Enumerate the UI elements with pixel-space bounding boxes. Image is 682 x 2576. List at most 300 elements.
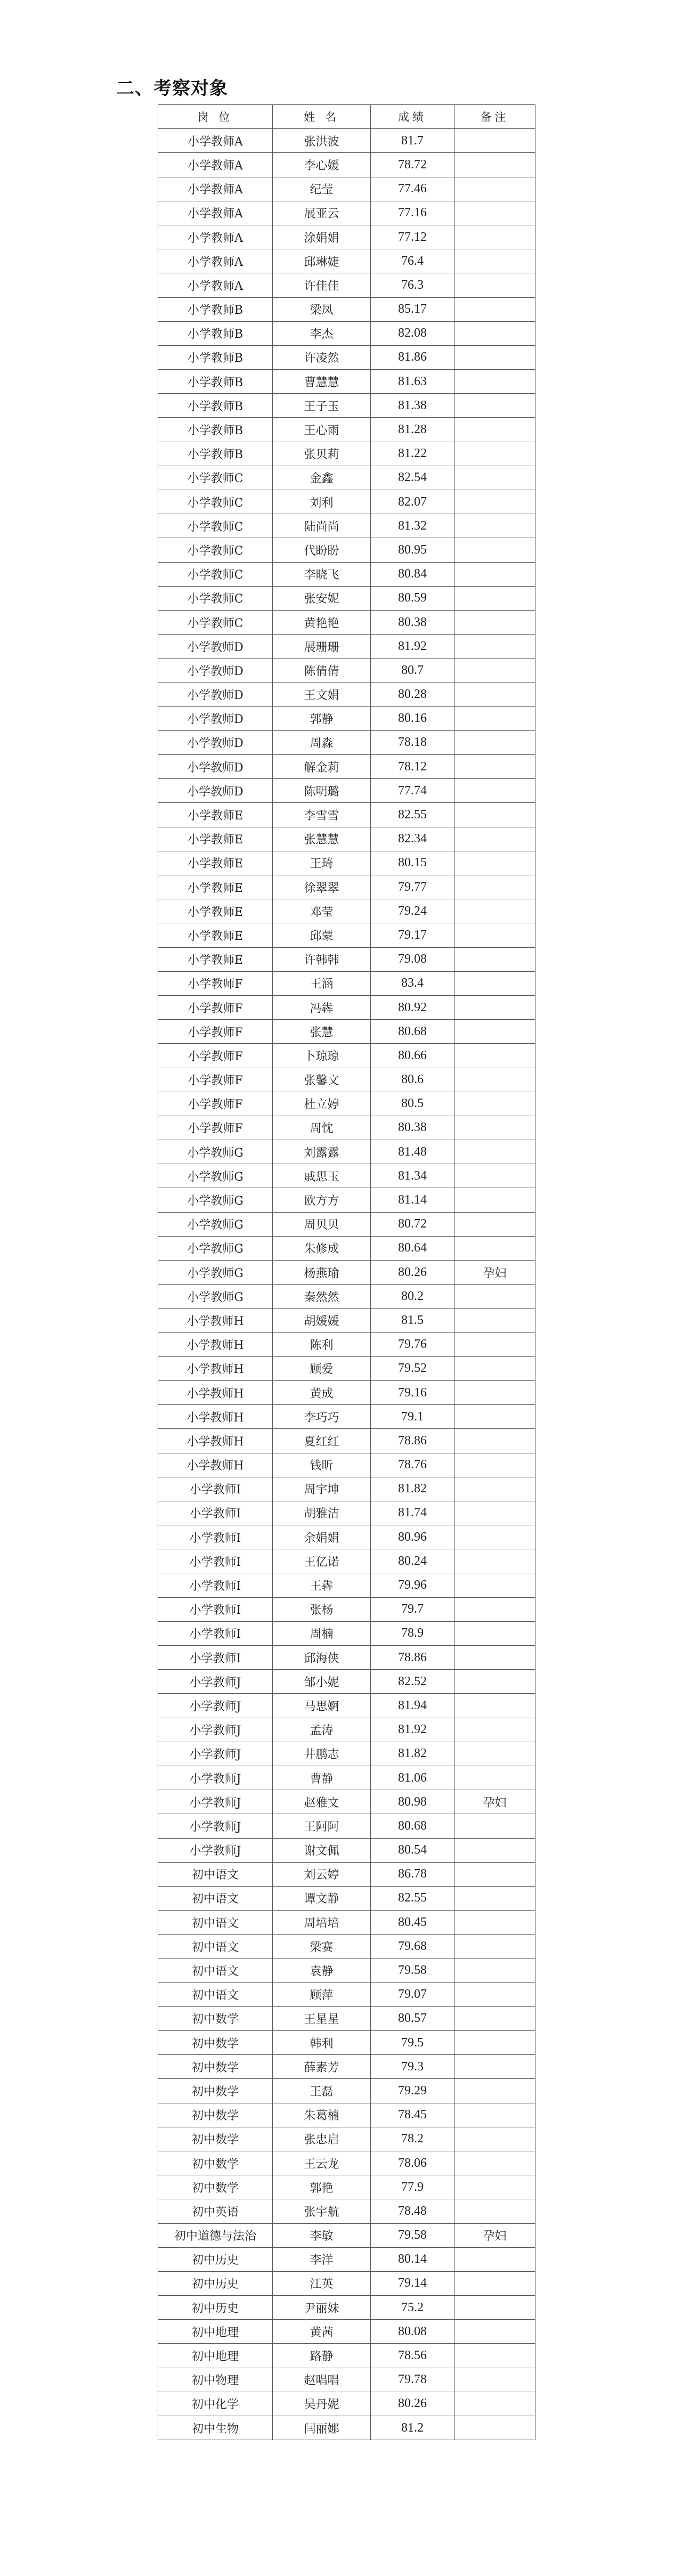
cell-name: 陈利 <box>273 1332 371 1356</box>
cell-score: 81.14 <box>371 1188 454 1212</box>
table-row <box>158 2344 535 2368</box>
table-row <box>158 442 535 466</box>
cell-remark <box>454 1742 535 1766</box>
cell-position: 小学教师H <box>158 1380 273 1404</box>
cell-remark <box>454 1766 535 1790</box>
cell-score: 81.28 <box>371 418 454 442</box>
table-row <box>158 1597 535 1621</box>
cell-name: 陈明璐 <box>273 779 371 803</box>
cell-remark <box>454 177 535 201</box>
cell-remark <box>454 755 535 779</box>
cell-name: 张贝莉 <box>273 442 371 466</box>
table-row <box>158 995 535 1019</box>
cell-score: 81.2 <box>371 2416 454 2440</box>
cell-name: 纪莹 <box>273 177 371 201</box>
cell-position: 小学教师E <box>158 923 273 947</box>
cell-score: 81.32 <box>371 514 454 538</box>
cell-name: 闫丽娜 <box>273 2416 371 2440</box>
cell-remark <box>454 706 535 730</box>
cell-score: 81.63 <box>371 370 454 394</box>
cell-score: 80.26 <box>371 2392 454 2416</box>
cell-name: 王阿阿 <box>273 1814 371 1838</box>
cell-remark <box>454 2103 535 2127</box>
cell-position: 小学教师E <box>158 875 273 899</box>
cell-position: 小学教师F <box>158 1116 273 1140</box>
header-remark: 备注 <box>454 105 535 129</box>
cell-remark <box>454 514 535 538</box>
cell-name: 赵雅文 <box>273 1790 371 1814</box>
cell-position: 初中历史 <box>158 2271 273 2295</box>
cell-name: 李洋 <box>273 2247 371 2271</box>
cell-score: 79.7 <box>371 1597 454 1621</box>
table-row <box>158 730 535 754</box>
cell-score: 78.9 <box>371 1621 454 1645</box>
cell-name: 张馨文 <box>273 1068 371 1092</box>
cell-score: 85.17 <box>371 297 454 321</box>
table-row <box>158 1044 535 1068</box>
cell-position: 小学教师D <box>158 659 273 682</box>
cell-position: 小学教师A <box>158 129 273 153</box>
table-row <box>158 490 535 514</box>
cell-remark <box>454 249 535 273</box>
cell-remark <box>454 1164 535 1188</box>
table-row <box>158 273 535 297</box>
table-row <box>158 201 535 225</box>
cell-remark <box>454 1621 535 1645</box>
cell-score: 80.84 <box>371 562 454 586</box>
cell-remark <box>454 779 535 803</box>
cell-score: 80.26 <box>371 1261 454 1285</box>
cell-position: 小学教师C <box>158 610 273 634</box>
cell-remark <box>454 1453 535 1477</box>
cell-score: 79.78 <box>371 2368 454 2392</box>
cell-position: 小学教师F <box>158 995 273 1019</box>
cell-score: 81.86 <box>371 345 454 369</box>
cell-position: 小学教师A <box>158 273 273 297</box>
cell-name: 顾萍 <box>273 1982 371 2006</box>
cell-name: 王星星 <box>273 2006 371 2030</box>
cell-name: 周淼 <box>273 730 371 754</box>
candidate-table-container <box>158 104 535 2440</box>
cell-score: 80.7 <box>371 659 454 682</box>
cell-name: 李敏 <box>273 2223 371 2247</box>
cell-name: 谢文佩 <box>273 1838 371 1862</box>
cell-score: 80.59 <box>371 586 454 610</box>
cell-name: 曹慧慧 <box>273 370 371 394</box>
cell-position: 初中数学 <box>158 2175 273 2199</box>
cell-score: 78.18 <box>371 730 454 754</box>
table-row <box>158 370 535 394</box>
table-row <box>158 1549 535 1573</box>
table-row <box>158 321 535 345</box>
cell-name: 张慧 <box>273 1020 371 1044</box>
cell-score: 81.82 <box>371 1477 454 1501</box>
cell-position: 小学教师B <box>158 394 273 418</box>
cell-remark <box>454 1285 535 1309</box>
cell-remark <box>454 1477 535 1501</box>
cell-remark <box>454 2271 535 2295</box>
cell-position: 小学教师G <box>158 1285 273 1309</box>
cell-score: 80.15 <box>371 851 454 875</box>
cell-position: 小学教师I <box>158 1597 273 1621</box>
cell-name: 王磊 <box>273 2079 371 2103</box>
cell-name: 梁赛 <box>273 1935 371 1959</box>
cell-position: 小学教师D <box>158 706 273 730</box>
table-row <box>158 2271 535 2295</box>
cell-position: 小学教师E <box>158 947 273 971</box>
cell-name: 黄茜 <box>273 2320 371 2344</box>
cell-position: 小学教师D <box>158 635 273 659</box>
cell-score: 82.34 <box>371 827 454 851</box>
cell-position: 小学教师B <box>158 345 273 369</box>
cell-remark <box>454 1501 535 1525</box>
cell-name: 展珊珊 <box>273 635 371 659</box>
cell-remark <box>454 418 535 442</box>
cell-remark <box>454 297 535 321</box>
cell-remark <box>454 1549 535 1573</box>
cell-score: 77.46 <box>371 177 454 201</box>
cell-score: 86.78 <box>371 1862 454 1886</box>
cell-name: 欧方方 <box>273 1188 371 1212</box>
cell-remark <box>454 2006 535 2030</box>
cell-score: 81.92 <box>371 635 454 659</box>
cell-name: 韩利 <box>273 2031 371 2055</box>
cell-remark <box>454 2247 535 2271</box>
cell-position: 小学教师J <box>158 1670 273 1694</box>
table-row <box>158 2416 535 2440</box>
table-row <box>158 1646 535 1670</box>
cell-name: 张安妮 <box>273 586 371 610</box>
cell-name: 孟涛 <box>273 1718 371 1742</box>
cell-remark <box>454 201 535 225</box>
cell-score: 79.58 <box>371 2223 454 2247</box>
cell-score: 77.12 <box>371 225 454 249</box>
table-row <box>158 1935 535 1959</box>
cell-position: 小学教师C <box>158 538 273 562</box>
cell-position: 小学教师G <box>158 1236 273 1260</box>
cell-position: 初中语文 <box>158 1982 273 2006</box>
cell-score: 81.06 <box>371 1766 454 1790</box>
cell-position: 小学教师F <box>158 971 273 995</box>
cell-position: 小学教师F <box>158 1020 273 1044</box>
cell-remark <box>454 153 535 177</box>
table-row <box>158 2199 535 2223</box>
cell-remark <box>454 466 535 490</box>
cell-score: 81.22 <box>371 442 454 466</box>
cell-remark <box>454 394 535 418</box>
cell-remark <box>454 1694 535 1718</box>
table-row <box>158 1814 535 1838</box>
cell-position: 小学教师G <box>158 1261 273 1285</box>
cell-score: 79.5 <box>371 2031 454 2055</box>
cell-score: 80.98 <box>371 1790 454 1814</box>
table-row <box>158 1670 535 1694</box>
table-row <box>158 1332 535 1356</box>
cell-score: 80.66 <box>371 1044 454 1068</box>
cell-name: 黄艳艳 <box>273 610 371 634</box>
table-row <box>158 635 535 659</box>
table-row <box>158 2247 535 2271</box>
cell-score: 82.55 <box>371 1886 454 1910</box>
cell-name: 邓莹 <box>273 899 371 923</box>
cell-score: 81.7 <box>371 129 454 153</box>
table-row <box>158 1212 535 1236</box>
cell-name: 井鹏志 <box>273 1742 371 1766</box>
cell-position: 小学教师C <box>158 466 273 490</box>
cell-position: 小学教师J <box>158 1790 273 1814</box>
cell-position: 小学教师C <box>158 514 273 538</box>
cell-score: 81.92 <box>371 1718 454 1742</box>
table-row <box>158 514 535 538</box>
cell-position: 小学教师J <box>158 1814 273 1838</box>
cell-position: 初中数学 <box>158 2031 273 2055</box>
cell-score: 80.5 <box>371 1092 454 1116</box>
cell-remark <box>454 1718 535 1742</box>
cell-remark <box>454 1405 535 1429</box>
cell-score: 80.54 <box>371 1838 454 1862</box>
table-row <box>158 1838 535 1862</box>
table-row <box>158 1164 535 1188</box>
cell-remark <box>454 1356 535 1380</box>
cell-score: 80.68 <box>371 1020 454 1044</box>
cell-name: 王亿诺 <box>273 1549 371 1573</box>
cell-name: 薛素芳 <box>273 2055 371 2079</box>
cell-name: 吴丹妮 <box>273 2392 371 2416</box>
cell-score: 77.16 <box>371 201 454 225</box>
table-row <box>158 249 535 273</box>
cell-name: 赵唱唱 <box>273 2368 371 2392</box>
cell-score: 79.29 <box>371 2079 454 2103</box>
table-row <box>158 2103 535 2127</box>
table-row <box>158 851 535 875</box>
cell-position: 小学教师I <box>158 1501 273 1525</box>
cell-name: 王子玉 <box>273 394 371 418</box>
table-row <box>158 1573 535 1597</box>
cell-name: 杜立婷 <box>273 1092 371 1116</box>
cell-score: 80.92 <box>371 995 454 1019</box>
table-row <box>158 1020 535 1044</box>
cell-score: 80.57 <box>371 2006 454 2030</box>
cell-score: 79.96 <box>371 1573 454 1597</box>
cell-score: 78.12 <box>371 755 454 779</box>
cell-name: 顾爱 <box>273 1356 371 1380</box>
cell-remark <box>454 490 535 514</box>
table-row <box>158 755 535 779</box>
cell-score: 79.77 <box>371 875 454 899</box>
table-row <box>158 2320 535 2344</box>
cell-position: 小学教师D <box>158 730 273 754</box>
header-position: 岗 位 <box>158 105 273 129</box>
cell-remark <box>454 851 535 875</box>
cell-score: 79.52 <box>371 1356 454 1380</box>
cell-position: 小学教师J <box>158 1766 273 1790</box>
cell-position: 初中语文 <box>158 1935 273 1959</box>
cell-name: 邹小妮 <box>273 1670 371 1694</box>
cell-position: 小学教师D <box>158 755 273 779</box>
cell-remark <box>454 586 535 610</box>
cell-name: 路静 <box>273 2344 371 2368</box>
table-row <box>158 345 535 369</box>
cell-position: 小学教师G <box>158 1164 273 1188</box>
cell-name: 李巧巧 <box>273 1405 371 1429</box>
cell-remark <box>454 1525 535 1549</box>
cell-remark <box>454 1935 535 1959</box>
table-row <box>158 1116 535 1140</box>
cell-position: 小学教师F <box>158 1068 273 1092</box>
cell-remark <box>454 2031 535 2055</box>
cell-position: 初中地理 <box>158 2320 273 2344</box>
cell-remark <box>454 442 535 466</box>
cell-name: 张洪波 <box>273 129 371 153</box>
cell-remark <box>454 538 535 562</box>
cell-name: 朱葛楠 <box>273 2103 371 2127</box>
cell-name: 张杨 <box>273 1597 371 1621</box>
cell-position: 小学教师E <box>158 803 273 827</box>
cell-remark <box>454 2175 535 2199</box>
table-row <box>158 659 535 682</box>
cell-position: 小学教师I <box>158 1525 273 1549</box>
cell-score: 79.3 <box>371 2055 454 2079</box>
cell-name: 代盼盼 <box>273 538 371 562</box>
cell-position: 小学教师J <box>158 1694 273 1718</box>
table-row <box>158 2296 535 2320</box>
cell-remark <box>454 370 535 394</box>
cell-name: 梁凤 <box>273 297 371 321</box>
table-row <box>158 2127 535 2151</box>
cell-score: 81.48 <box>371 1140 454 1164</box>
header-name: 姓 名 <box>273 105 371 129</box>
table-row <box>158 586 535 610</box>
cell-position: 初中语文 <box>158 1886 273 1910</box>
cell-remark <box>454 1959 535 1982</box>
cell-position: 初中数学 <box>158 2006 273 2030</box>
cell-position: 小学教师G <box>158 1212 273 1236</box>
cell-position: 小学教师A <box>158 153 273 177</box>
cell-score: 77.9 <box>371 2175 454 2199</box>
table-row <box>158 394 535 418</box>
cell-score: 79.76 <box>371 1332 454 1356</box>
cell-position: 小学教师J <box>158 1742 273 1766</box>
cell-name: 冯犇 <box>273 995 371 1019</box>
candidate-table <box>158 104 535 2440</box>
cell-remark: 孕妇 <box>454 2223 535 2247</box>
cell-name: 王文娟 <box>273 682 371 706</box>
cell-name: 夏红红 <box>273 1429 371 1453</box>
cell-remark <box>454 2151 535 2175</box>
cell-remark <box>454 129 535 153</box>
cell-remark: 孕妇 <box>454 1261 535 1285</box>
cell-remark <box>454 1380 535 1404</box>
cell-score: 82.08 <box>371 321 454 345</box>
cell-remark <box>454 2392 535 2416</box>
cell-name: 邱海侠 <box>273 1646 371 1670</box>
table-row <box>158 610 535 634</box>
cell-name: 尹丽妹 <box>273 2296 371 2320</box>
cell-name: 王琦 <box>273 851 371 875</box>
cell-remark <box>454 682 535 706</box>
cell-remark <box>454 1116 535 1140</box>
table-row <box>158 1501 535 1525</box>
cell-remark <box>454 1646 535 1670</box>
cell-score: 80.38 <box>371 1116 454 1140</box>
cell-remark <box>454 2320 535 2344</box>
cell-score: 80.6 <box>371 1068 454 1092</box>
cell-position: 小学教师D <box>158 779 273 803</box>
cell-name: 周宇坤 <box>273 1477 371 1501</box>
cell-score: 78.56 <box>371 2344 454 2368</box>
cell-position: 小学教师E <box>158 899 273 923</box>
table-row <box>158 779 535 803</box>
cell-name: 许韩韩 <box>273 947 371 971</box>
cell-score: 80.28 <box>371 682 454 706</box>
cell-name: 张宇航 <box>273 2199 371 2223</box>
table-row <box>158 129 535 153</box>
cell-score: 80.96 <box>371 1525 454 1549</box>
cell-position: 小学教师A <box>158 201 273 225</box>
table-row <box>158 153 535 177</box>
cell-remark <box>454 2079 535 2103</box>
cell-position: 小学教师C <box>158 490 273 514</box>
cell-name: 周忱 <box>273 1116 371 1140</box>
cell-remark <box>454 1838 535 1862</box>
cell-score: 82.55 <box>371 803 454 827</box>
cell-name: 金鑫 <box>273 466 371 490</box>
table-row <box>158 1911 535 1935</box>
table-row <box>158 1766 535 1790</box>
cell-name: 周贝贝 <box>273 1212 371 1236</box>
cell-remark <box>454 2127 535 2151</box>
table-row <box>158 2392 535 2416</box>
cell-score: 82.07 <box>371 490 454 514</box>
cell-remark <box>454 947 535 971</box>
cell-remark <box>454 1911 535 1935</box>
header-score: 成绩 <box>371 105 454 129</box>
cell-name: 许凌然 <box>273 345 371 369</box>
cell-position: 小学教师B <box>158 442 273 466</box>
cell-score: 81.34 <box>371 1164 454 1188</box>
cell-score: 82.52 <box>371 1670 454 1694</box>
cell-remark <box>454 1236 535 1260</box>
table-row <box>158 2079 535 2103</box>
cell-position: 小学教师J <box>158 1718 273 1742</box>
cell-position: 初中历史 <box>158 2247 273 2271</box>
cell-position: 小学教师D <box>158 682 273 706</box>
table-row <box>158 1380 535 1404</box>
cell-position: 小学教师I <box>158 1621 273 1645</box>
table-row <box>158 923 535 947</box>
cell-remark <box>454 923 535 947</box>
table-row <box>158 1068 535 1092</box>
cell-score: 83.4 <box>371 971 454 995</box>
cell-position: 小学教师A <box>158 225 273 249</box>
cell-score: 80.45 <box>371 1911 454 1935</box>
cell-position: 初中数学 <box>158 2055 273 2079</box>
table-row <box>158 225 535 249</box>
cell-name: 胡雅洁 <box>273 1501 371 1525</box>
cell-name: 张慧慧 <box>273 827 371 851</box>
cell-score: 79.68 <box>371 1935 454 1959</box>
cell-remark <box>454 321 535 345</box>
table-row <box>158 803 535 827</box>
cell-remark <box>454 803 535 827</box>
cell-name: 李雪雪 <box>273 803 371 827</box>
cell-position: 小学教师A <box>158 249 273 273</box>
cell-remark <box>454 610 535 634</box>
cell-name: 王心雨 <box>273 418 371 442</box>
table-row <box>158 562 535 586</box>
cell-score: 79.1 <box>371 1405 454 1429</box>
cell-remark <box>454 635 535 659</box>
